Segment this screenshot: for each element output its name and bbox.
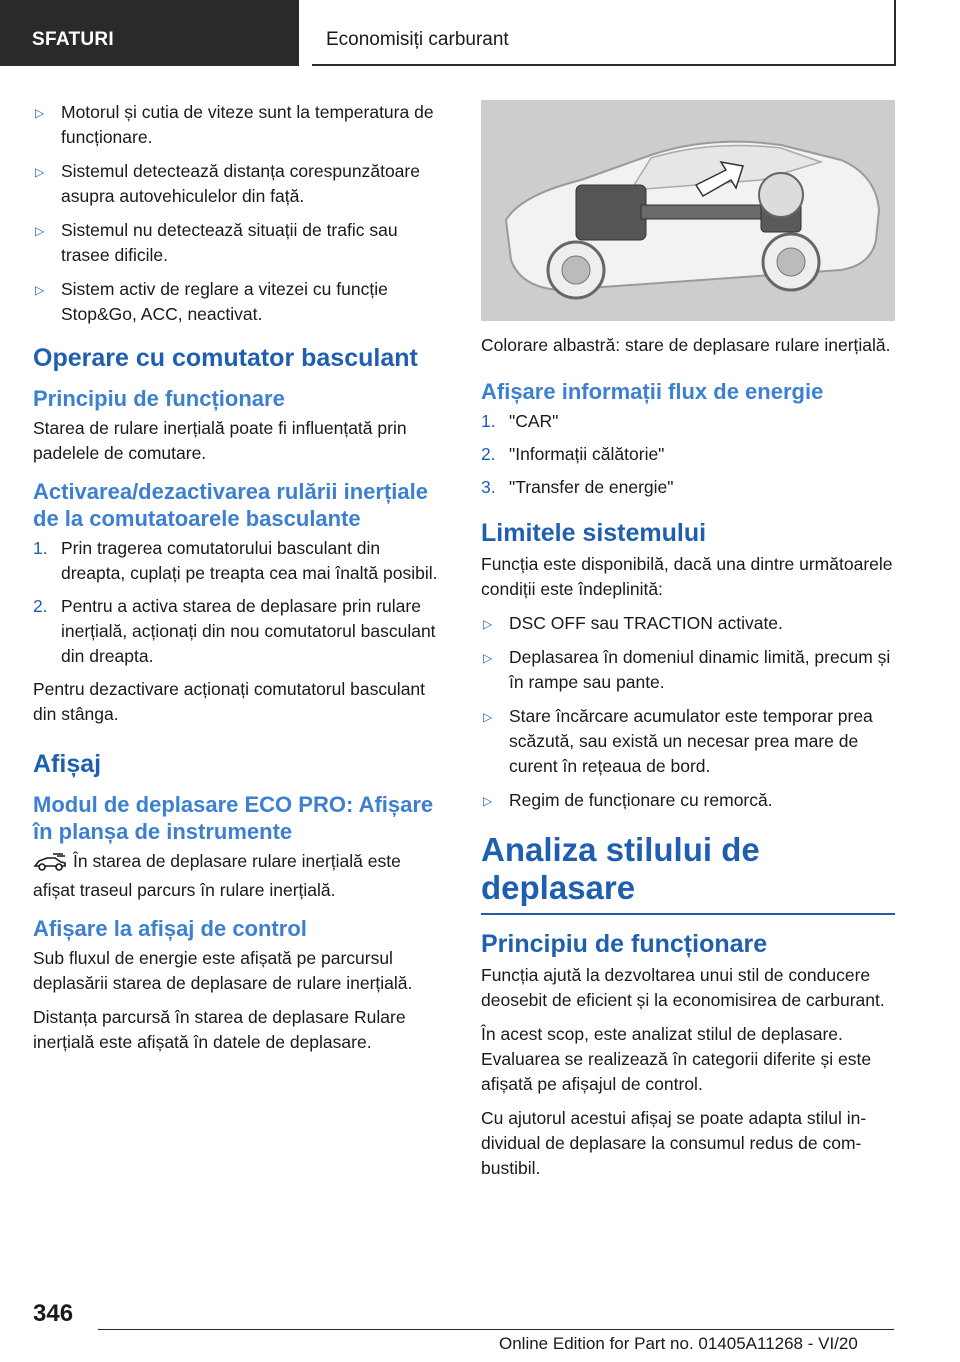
triangle-bullet-icon: ▷ — [35, 106, 45, 120]
chapter-title-box — [312, 0, 896, 66]
left-column — [33, 100, 447, 1064]
section-label: SFATURI — [32, 29, 114, 50]
step-item: 3. "Transfer de energie" — [481, 477, 674, 497]
triangle-bullet-icon: ▷ — [483, 651, 493, 665]
coasting-car-icon — [33, 853, 67, 878]
paragraph-analiza-3: Cu ajutorul acestui afișaj se poate adapta stilul individual de deplasare la consumul redus de combustibil. — [481, 1108, 867, 1178]
list-item: ▷ Deplasarea în domeniul dinamic limită, precum și în rampe sau pante. — [483, 647, 891, 692]
paragraph-dezactivare: Pentru dezactivare acționați comutatorul basculant din stânga. — [33, 679, 426, 724]
triangle-bullet-icon: ▷ — [483, 710, 493, 724]
list-item: ▷ Regim de funcționare cu remorcă. — [481, 788, 895, 813]
paragraph-control-1: Sub fluxul de energie este afișată pe parcursul deplasării starea de deplasare de rulare inerțială. — [33, 948, 413, 993]
section-tab — [0, 0, 299, 66]
list-item: ▷ Stare încărcare acumulator este temporar prea scăzută, sau există un necesar prea mare de curent în rețeaua de bord. — [483, 706, 873, 776]
figure-caption: Colorare albastră: stare de deplasare rulare inerțială. — [481, 335, 891, 355]
paragraph-principiu: Starea de rulare inerțială poate fi influențată prin padelele de comutare. — [33, 418, 407, 463]
triangle-bullet-icon: ▷ — [483, 617, 493, 631]
step-item: 2. Pentru a activa starea de deplasare prin rulare inerțială, acționați din nou comutatorul basculant din dreapta. — [33, 596, 436, 666]
list-item: ▷ DSC OFF sau TRACTION activate. — [481, 611, 895, 636]
heading-activare: Activarea/dezactivarea rulării inerțiale de la comutatoarele basculante — [33, 479, 428, 531]
edition-text: Online Edition for Part no. 01405A11268 - VI/20 — [499, 1334, 858, 1353]
heading-limite: Limitele sistemului — [481, 519, 707, 547]
list-item: ▷ Motorul și cutia de viteze sunt la temperatura de funcționare. — [35, 102, 434, 147]
heading-flux: Afișare informații flux de energie — [481, 379, 824, 404]
heading-eco-pro: Modul de deplasare ECO PRO: Afișare în planșa de instrumente — [33, 792, 434, 844]
list-item: ▷ Sistem activ de reglare a vitezei cu funcție Stop&Go, ACC, neactivat. — [35, 279, 388, 324]
car-drivetrain-image — [481, 100, 895, 321]
step-item: 1. Prin tragerea comutatorului basculant din dreapta, cuplați pe treapta cea mai înaltă posibil. — [33, 538, 438, 583]
paragraph-eco: În starea de deplasare rulare inerțială este afișat traseul parcurs în rulare inerțială. — [33, 851, 401, 900]
paragraph-analiza-2: În acest scop, este analizat stilul de deplasare. Evaluarea se realizează în categorii diferite și este afișată pe afișajul de control. — [481, 1024, 872, 1094]
heading-control: Afișare la afișaj de control — [33, 916, 307, 941]
paragraph-control-2: Distanța parcursă în starea de deplasare Rulare inerțială este afișată în datele de deplasare. — [33, 1007, 406, 1052]
triangle-bullet-icon: ▷ — [483, 794, 493, 808]
triangle-bullet-icon: ▷ — [35, 165, 45, 179]
page-header — [0, 0, 960, 66]
paragraph-limite: Funcția este disponibilă, dacă una dintre următoarele condiții este îndeplinită: — [481, 554, 893, 599]
right-column — [481, 100, 895, 1190]
triangle-bullet-icon: ▷ — [35, 283, 45, 297]
heading-operare: Operare cu comutator basculant — [33, 344, 418, 372]
heading-afisaj: Afișaj — [33, 750, 102, 778]
chapter-title: Economisiți carburant — [326, 29, 509, 50]
heading-analiza: Analiza stilului de deplasare — [481, 831, 760, 906]
footer-rule — [98, 1329, 894, 1330]
heading-principiu: Principiu de funcționare — [33, 386, 285, 411]
list-item: ▷ Sistemul nu detectează situații de trafic sau trasee dificile. — [35, 220, 398, 265]
step-item: 2. "Informații călătorie" — [481, 444, 665, 464]
heading-rule — [481, 913, 895, 915]
heading-principiu-2: Principiu de funcționare — [481, 930, 768, 958]
page-number: 346 — [33, 1300, 74, 1327]
list-item: ▷ Sistemul detectează distanța corespunzătoare asupra autovehiculelor din față. — [35, 161, 420, 206]
paragraph-analiza-1: Funcția ajută la dezvoltarea unui stil de conducere deosebit de eficient și la economisirea de carburant. — [481, 965, 885, 1010]
triangle-bullet-icon: ▷ — [35, 224, 45, 238]
step-item: 1. "CAR" — [481, 411, 559, 431]
